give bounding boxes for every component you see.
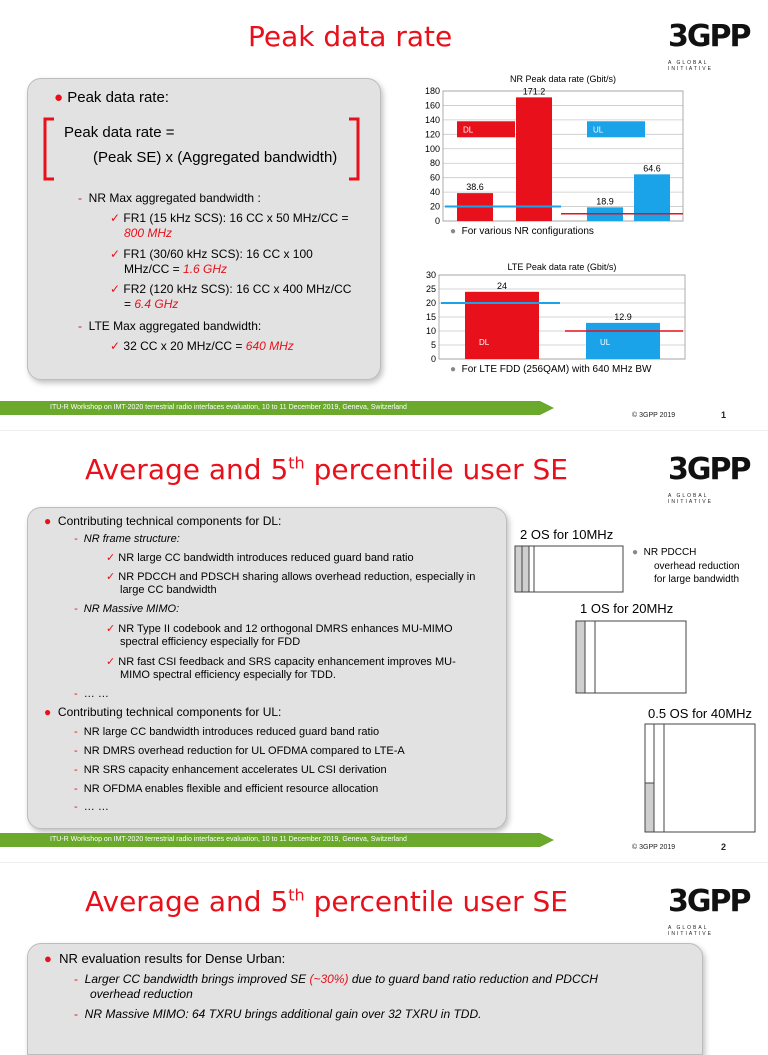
- lte-peak-rate-chart: [415, 260, 690, 365]
- mm-item-2: ✓ NR fast CSI feedback and SRS capacity enhancement improves MU-: [106, 656, 456, 668]
- mm-item-1-line-2: spectral efficiency especially for FDD: [120, 636, 301, 648]
- y-tick-label: 20: [429, 201, 440, 212]
- check-icon: ✓: [106, 571, 116, 583]
- dash-icon: -: [78, 191, 82, 205]
- check-icon: ✓: [106, 552, 116, 564]
- logo-tagline: A GLOBAL INITIATIVE: [668, 60, 713, 72]
- massive-mimo-heading: - NR Massive MIMO:: [74, 603, 180, 615]
- bar-category-label: DL: [479, 338, 490, 347]
- bullet-text: Peak data rate:: [67, 89, 169, 106]
- slide-2: [0, 430, 768, 863]
- fr2-line-2: = 6.4 GHz: [124, 297, 179, 311]
- fr1b-item: ✓ FR1 (30/60 kHz SCS): 16 CC x 100: [110, 247, 313, 261]
- content-box: [27, 507, 507, 829]
- content-box: [27, 943, 703, 1055]
- fr1a-item: ✓ FR1 (15 kHz SCS): 16 CC x 50 MHz/CC =: [110, 211, 349, 225]
- bar-category-label: UL: [600, 338, 611, 347]
- y-tick-label: 140: [424, 114, 440, 125]
- legend-label: DL: [463, 125, 474, 135]
- mm-item-1: ✓ NR Type II codebook and 12 orthogonal DMRS enhances MU-MIMO: [106, 623, 453, 635]
- bullet-dot-icon: ●: [44, 705, 52, 719]
- y-tick-label: 30: [425, 270, 436, 280]
- 3gpp-logo: [668, 452, 750, 507]
- pdcch-note: ● NR PDCCH: [632, 547, 697, 558]
- dl-etc: - … …: [74, 688, 109, 700]
- formula-line-2: (Peak SE) x (Aggregated bandwidth): [93, 149, 338, 166]
- fs-item-1: ✓ NR large CC bandwidth introduces reduced guard band ratio: [106, 552, 414, 564]
- fr2-item: ✓ FR2 (120 kHz SCS): 16 CC x 400 MHz/CC: [110, 282, 352, 296]
- page-number: 2: [721, 842, 727, 852]
- chart-title: NR Peak data rate (Gbit/s): [509, 74, 617, 84]
- ul-item-2: - NR DMRS overhead reduction for UL OFDMA compared to LTE-A: [74, 745, 405, 757]
- bar: [516, 97, 552, 221]
- y-tick-label: 100: [424, 143, 440, 154]
- fr1b-line-2: MHz/CC = 1.6 GHz: [124, 262, 228, 276]
- os-10mhz-label: 2 OS for 10MHz: [520, 527, 614, 542]
- formula-line-1: Peak data rate =: [64, 124, 175, 141]
- 3gpp-logo: [668, 884, 750, 939]
- y-tick-label: 160: [424, 100, 440, 111]
- y-tick-label: 180: [424, 86, 440, 96]
- fr2-value: 6.4 GHz: [134, 297, 179, 311]
- bar: [465, 292, 539, 359]
- slide-title: Average and 5th percentile user SE: [85, 885, 568, 918]
- fr1b-value: 1.6 GHz: [183, 262, 228, 276]
- y-tick-label: 120: [424, 129, 440, 140]
- fs-item-2-line-2: large CC bandwidth: [120, 584, 217, 596]
- bullet-dot-icon: ●: [44, 951, 52, 966]
- slide-3: [0, 862, 768, 1025]
- dl-heading: ● Contributing technical components for DL:: [44, 514, 282, 528]
- check-icon: ✓: [110, 211, 121, 225]
- footer-arrow-icon: [540, 833, 554, 847]
- logo-tagline: A GLOBAL INITIATIVE: [668, 493, 713, 505]
- footer-arrow-icon: [540, 401, 554, 415]
- left-bracket-icon: [42, 117, 58, 181]
- lte-value: 640 MHz: [245, 339, 294, 353]
- y-tick-label: 60: [429, 172, 440, 183]
- y-tick-label: 0: [430, 354, 436, 364]
- result-item-1: - Larger CC bandwidth brings improved SE (~30%) due to guard band ratio reduction and PDCCH: [74, 972, 598, 986]
- check-icon: ✓: [110, 339, 121, 353]
- bullet-dot-icon: ●: [54, 89, 64, 106]
- y-tick-label: 25: [425, 284, 436, 294]
- y-tick-label: 15: [425, 312, 436, 322]
- result-item-2: - NR Massive MIMO: 64 TXRU brings additional gain over 32 TXRU in TDD.: [74, 1007, 482, 1021]
- copyright: © 3GPP 2019: [632, 412, 676, 419]
- 3gpp-logo: [668, 19, 750, 74]
- fr1a-value: 800 MHz: [124, 226, 173, 240]
- y-tick-label: 80: [429, 158, 440, 169]
- bullet-dot-icon: ●: [450, 364, 457, 375]
- bar-value-label: 64.6: [643, 163, 661, 174]
- y-tick-label: 40: [429, 187, 440, 198]
- lte-chart-note: ● For LTE FDD (256QAM) with 640 MHz BW: [450, 364, 652, 375]
- nr-chart-note: ● For various NR configurations: [450, 226, 594, 237]
- footer-band: [0, 833, 560, 849]
- bullet-item: [54, 89, 169, 106]
- lte-heading: - LTE Max aggregated bandwidth:: [78, 319, 262, 333]
- bar-value-label: 38.6: [466, 182, 484, 193]
- ul-item-3: - NR SRS capacity enhancement accelerates UL CSI derivation: [74, 764, 387, 776]
- nr-heading: - NR Max aggregated bandwidth :: [78, 191, 261, 205]
- y-tick-label: 10: [425, 326, 436, 336]
- ul-item-4: - NR OFDMA enables flexible and efficient resource allocation: [74, 783, 379, 795]
- os-40mhz-diagram: [644, 723, 756, 833]
- frame-structure-heading: - NR frame structure:: [74, 533, 180, 545]
- ul-heading: ● Contributing technical components for UL:: [44, 705, 282, 719]
- logo-tagline: A GLOBAL INITIATIVE: [668, 925, 713, 937]
- slide-1: [0, 0, 768, 430]
- check-icon: ✓: [110, 247, 121, 261]
- bullet-dot-icon: ●: [44, 514, 52, 528]
- check-icon: ✓: [106, 623, 116, 635]
- copyright: © 3GPP 2019: [632, 844, 676, 851]
- slide-title: Average and 5th percentile user SE: [85, 453, 568, 486]
- y-tick-label: 20: [425, 298, 436, 308]
- bar-value-label: 24: [496, 280, 508, 291]
- footer-band: [0, 401, 560, 417]
- os-20mhz-diagram: [575, 620, 687, 694]
- pdcch-note-line-2: overhead reduction: [654, 561, 740, 572]
- ul-item-1: - NR large CC bandwidth introduces reduced guard band ratio: [74, 726, 380, 738]
- nr-peak-rate-chart: [415, 70, 690, 230]
- bar-value-label: 18.9: [596, 196, 614, 207]
- chart-title: LTE Peak data rate (Gbit/s): [507, 262, 617, 272]
- bullet-dot-icon: ●: [450, 226, 457, 237]
- right-bracket-icon: [346, 117, 362, 181]
- bar-value-label: 12.9: [614, 311, 632, 322]
- dense-urban-heading: ● NR evaluation results for Dense Urban:: [44, 951, 286, 966]
- os-40mhz-label: 0.5 OS for 40MHz: [648, 706, 753, 721]
- lte-item: ✓ 32 CC x 20 MHz/CC = 640 MHz: [110, 339, 294, 353]
- fs-item-2: ✓ NR PDCCH and PDSCH sharing allows overhead reduction, especially in: [106, 571, 476, 583]
- page-number: 1: [721, 410, 727, 420]
- check-icon: ✓: [110, 282, 121, 296]
- logo-mark: 3GPP: [668, 19, 750, 54]
- bar: [586, 323, 660, 359]
- os-20mhz-label: 1 OS for 20MHz: [580, 601, 674, 616]
- logo-mark: 3GPP: [668, 452, 750, 487]
- dash-icon: -: [78, 319, 82, 333]
- os-10mhz-diagram: [514, 545, 624, 593]
- result-item-1-line-2: overhead reduction: [90, 987, 193, 1001]
- mm-item-2-line-2: MIMO spectral efficiency especially for TDD.: [120, 669, 336, 681]
- bullet-dot-icon: ●: [632, 547, 639, 558]
- check-icon: ✓: [106, 656, 116, 668]
- footer-text: ITU-R Workshop on IMT-2020 terrestrial radio interfaces evaluation, 10 to 11 December 2019, Geneva, Switzerland: [0, 401, 540, 415]
- content-box: [27, 78, 381, 380]
- y-tick-label: 0: [434, 216, 440, 226]
- y-tick-label: 5: [430, 340, 436, 350]
- footer-text: ITU-R Workshop on IMT-2020 terrestrial radio interfaces evaluation, 10 to 11 December 2019, Geneva, Switzerland: [0, 833, 540, 847]
- slide-title: Peak data rate: [248, 20, 453, 53]
- pdcch-note-line-3: for large bandwidth: [654, 574, 740, 585]
- legend-label: UL: [593, 125, 604, 135]
- logo-mark: 3GPP: [668, 884, 750, 919]
- ul-etc: - … …: [74, 801, 109, 813]
- bar-value-label: 171.2: [522, 86, 546, 97]
